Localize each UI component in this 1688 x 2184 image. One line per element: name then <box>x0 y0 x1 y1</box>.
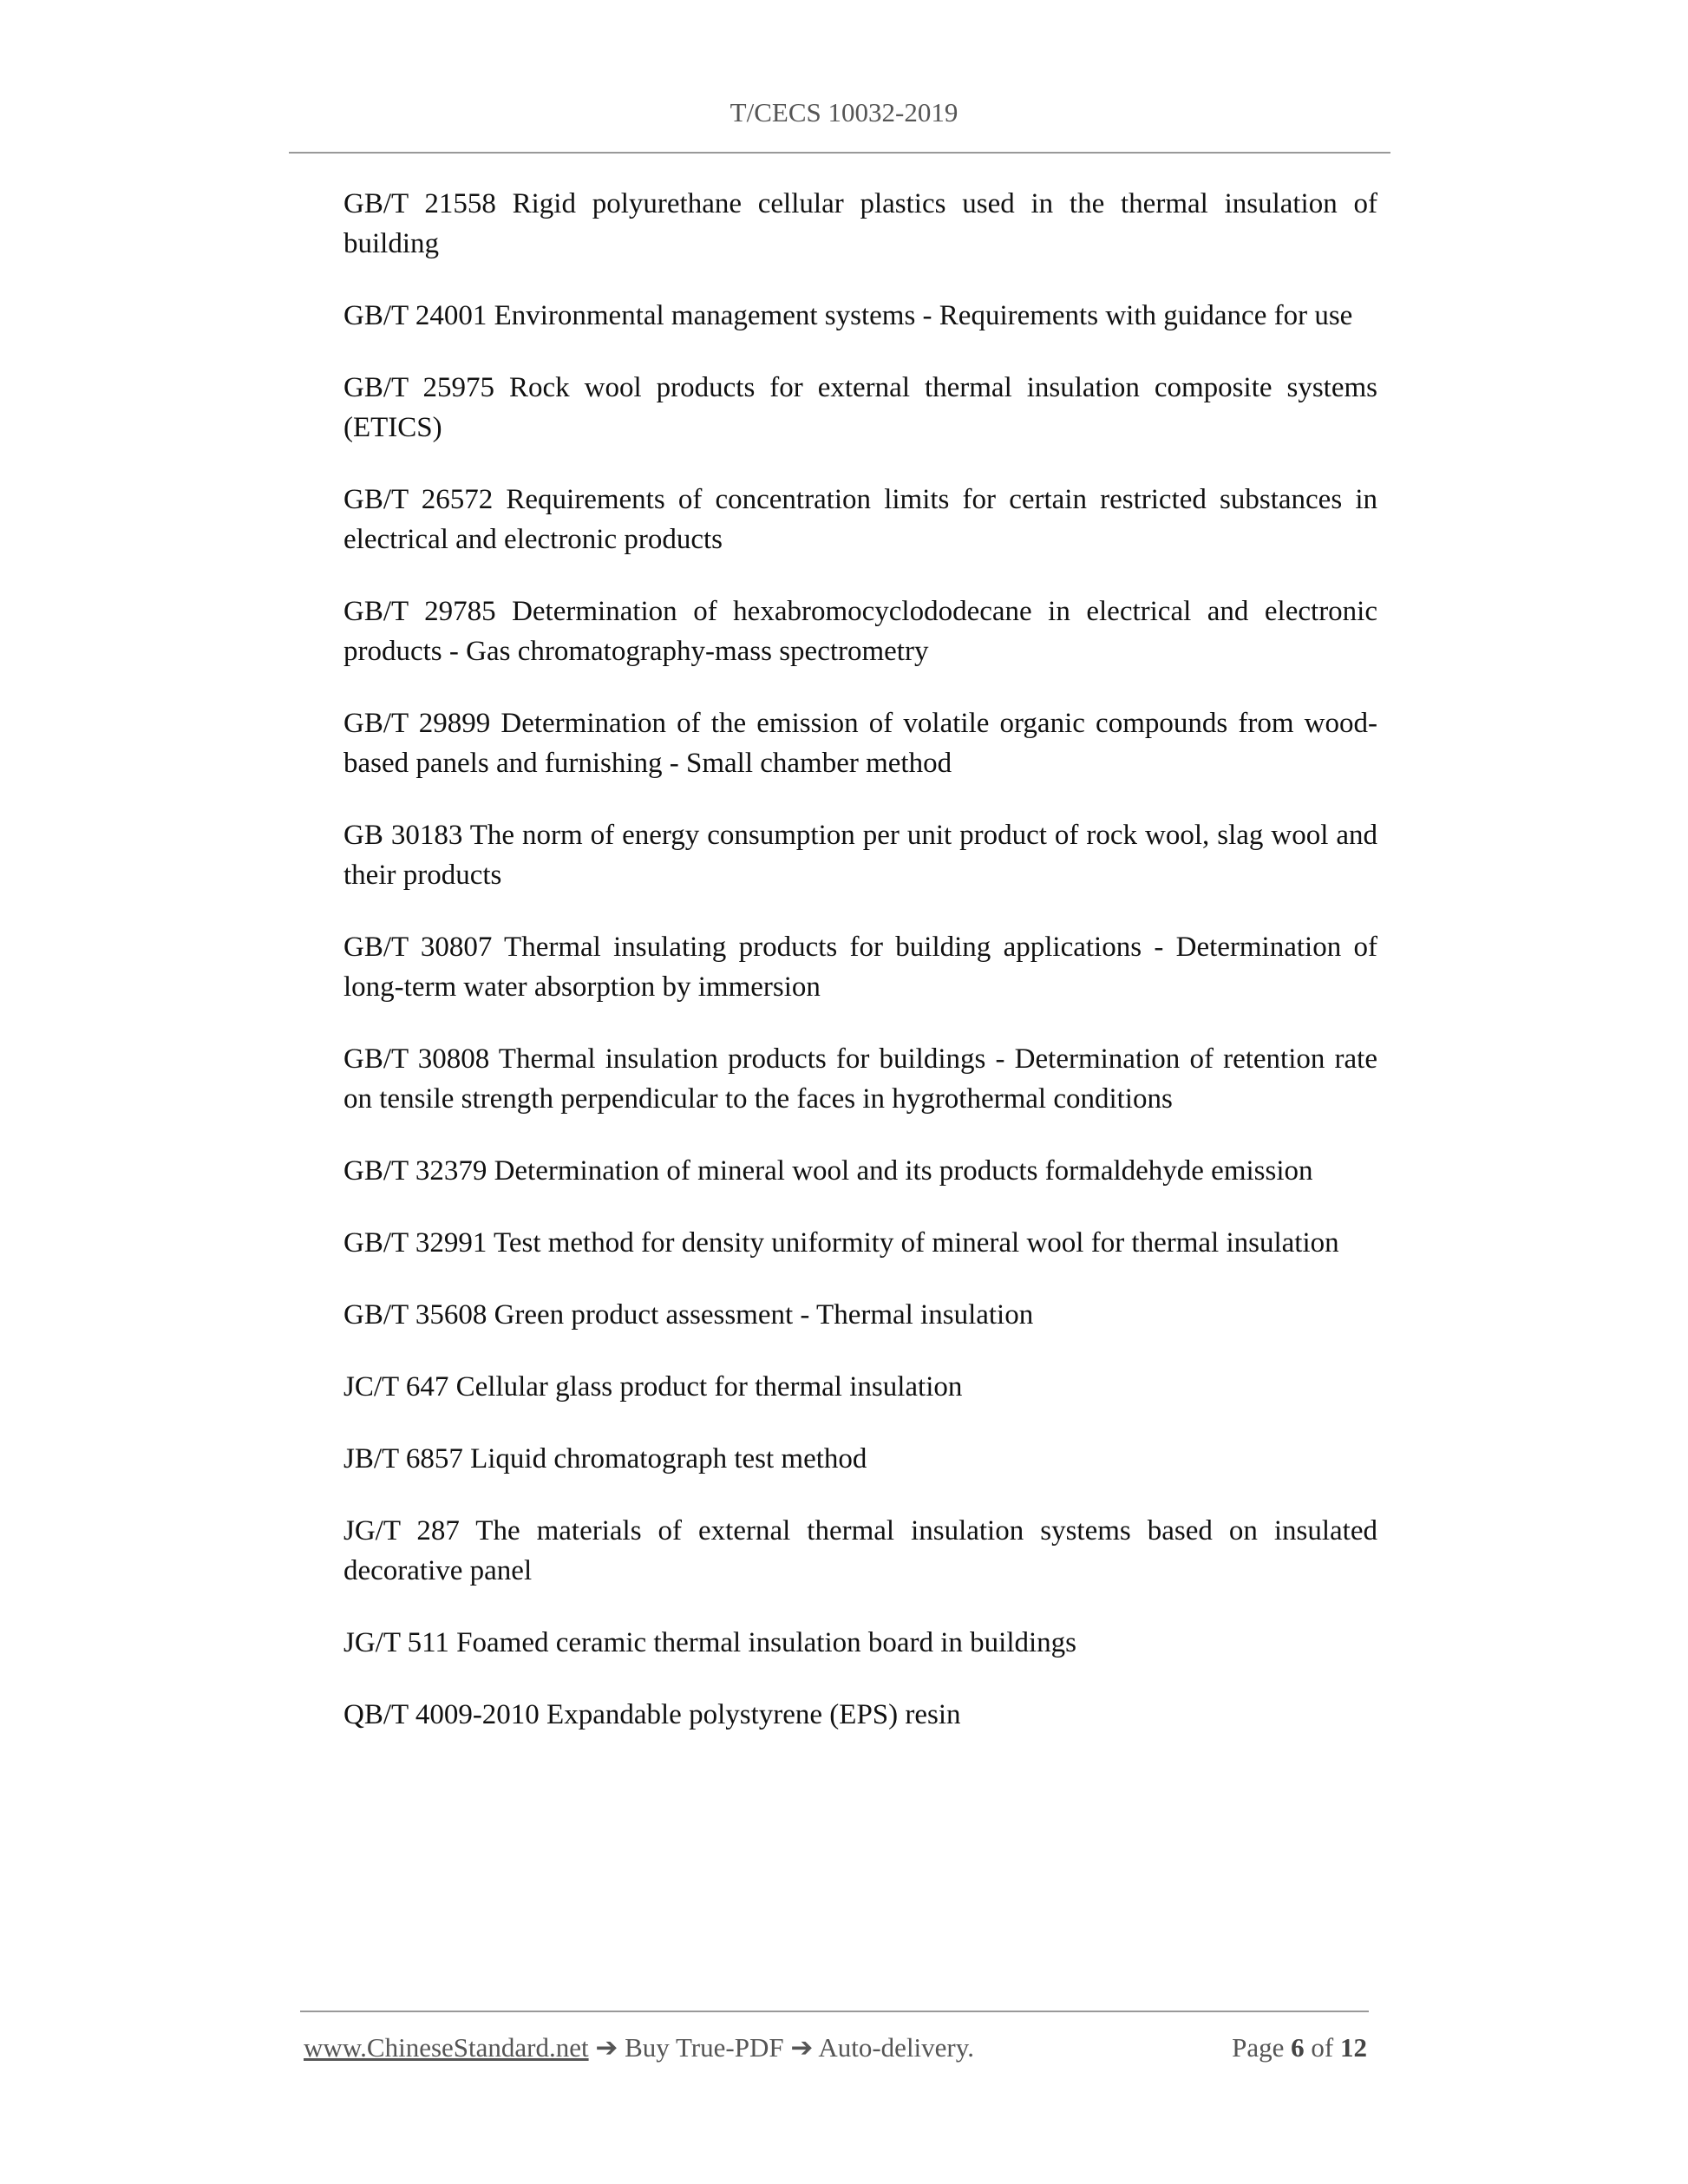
reference-item: GB/T 26572 Requirements of concentration limits for certain restricted substances in electrical and electronic products <box>343 484 1377 555</box>
arrow-right-icon: ➔ <box>790 2032 814 2063</box>
reference-item: JC/T 647 Cellular glass product for thermal insulation <box>343 1371 963 1403</box>
page-footer <box>304 2032 1367 2063</box>
auto-delivery-text: Auto-delivery. <box>818 2032 974 2063</box>
document-header: T/CECS 10032-2019 <box>730 97 958 128</box>
reference-item: GB/T 30808 Thermal insulation products for buildings - Determination of retention rate on tensile strength perpendicular to the faces in hygrothermal conditions <box>343 1043 1377 1115</box>
reference-item: GB/T 24001 Environmental management systems - Requirements with guidance for use <box>343 300 1353 331</box>
reference-item: JG/T 511 Foamed ceramic thermal insulation board in buildings <box>343 1627 1077 1658</box>
reference-item: GB/T 35608 Green product assessment - Thermal insulation <box>343 1299 1034 1331</box>
reference-list <box>343 184 1377 1767</box>
page-number: Page 6 of 12 <box>1232 2032 1367 2063</box>
arrow-right-icon: ➔ <box>595 2032 618 2063</box>
reference-item: GB/T 29899 Determination of the emission of volatile organic compounds from wood-based panels and furnishing - Small chamber method <box>343 708 1377 779</box>
buy-pdf-text: Buy True-PDF <box>625 2032 784 2063</box>
reference-item: GB/T 32991 Test method for density uniformity of mineral wool for thermal insulation <box>343 1227 1339 1259</box>
website-link[interactable]: www.ChineseStandard.net <box>304 2032 589 2063</box>
reference-item: GB/T 30807 Thermal insulating products for building applications - Determination of long-term water absorption by immersion <box>343 932 1377 1003</box>
reference-item: JG/T 287 The materials of external thermal insulation systems based on insulated decorative panel <box>343 1515 1377 1586</box>
reference-item: GB/T 32379 Determination of mineral wool and its products formaldehyde emission <box>343 1155 1313 1187</box>
footer-divider <box>300 2011 1369 2012</box>
reference-item: GB/T 21558 Rigid polyurethane cellular plastics used in the thermal insulation of building <box>343 188 1377 259</box>
reference-item: GB/T 29785 Determination of hexabromocyclododecane in electrical and electronic products - Gas chromatography-mass spectrometry <box>343 596 1377 667</box>
total-pages: 12 <box>1340 2032 1367 2063</box>
reference-item: GB 30183 The norm of energy consumption per unit product of rock wool, slag wool and their products <box>343 820 1377 891</box>
footer-promo <box>304 2032 974 2063</box>
current-page: 6 <box>1291 2032 1305 2063</box>
reference-item: QB/T 4009-2010 Expandable polystyrene (EPS) resin <box>343 1699 961 1730</box>
reference-item: JB/T 6857 Liquid chromatograph test method <box>343 1443 867 1475</box>
header-divider <box>289 152 1390 154</box>
reference-item: GB/T 25975 Rock wool products for external thermal insulation composite systems (ETICS) <box>343 372 1377 443</box>
